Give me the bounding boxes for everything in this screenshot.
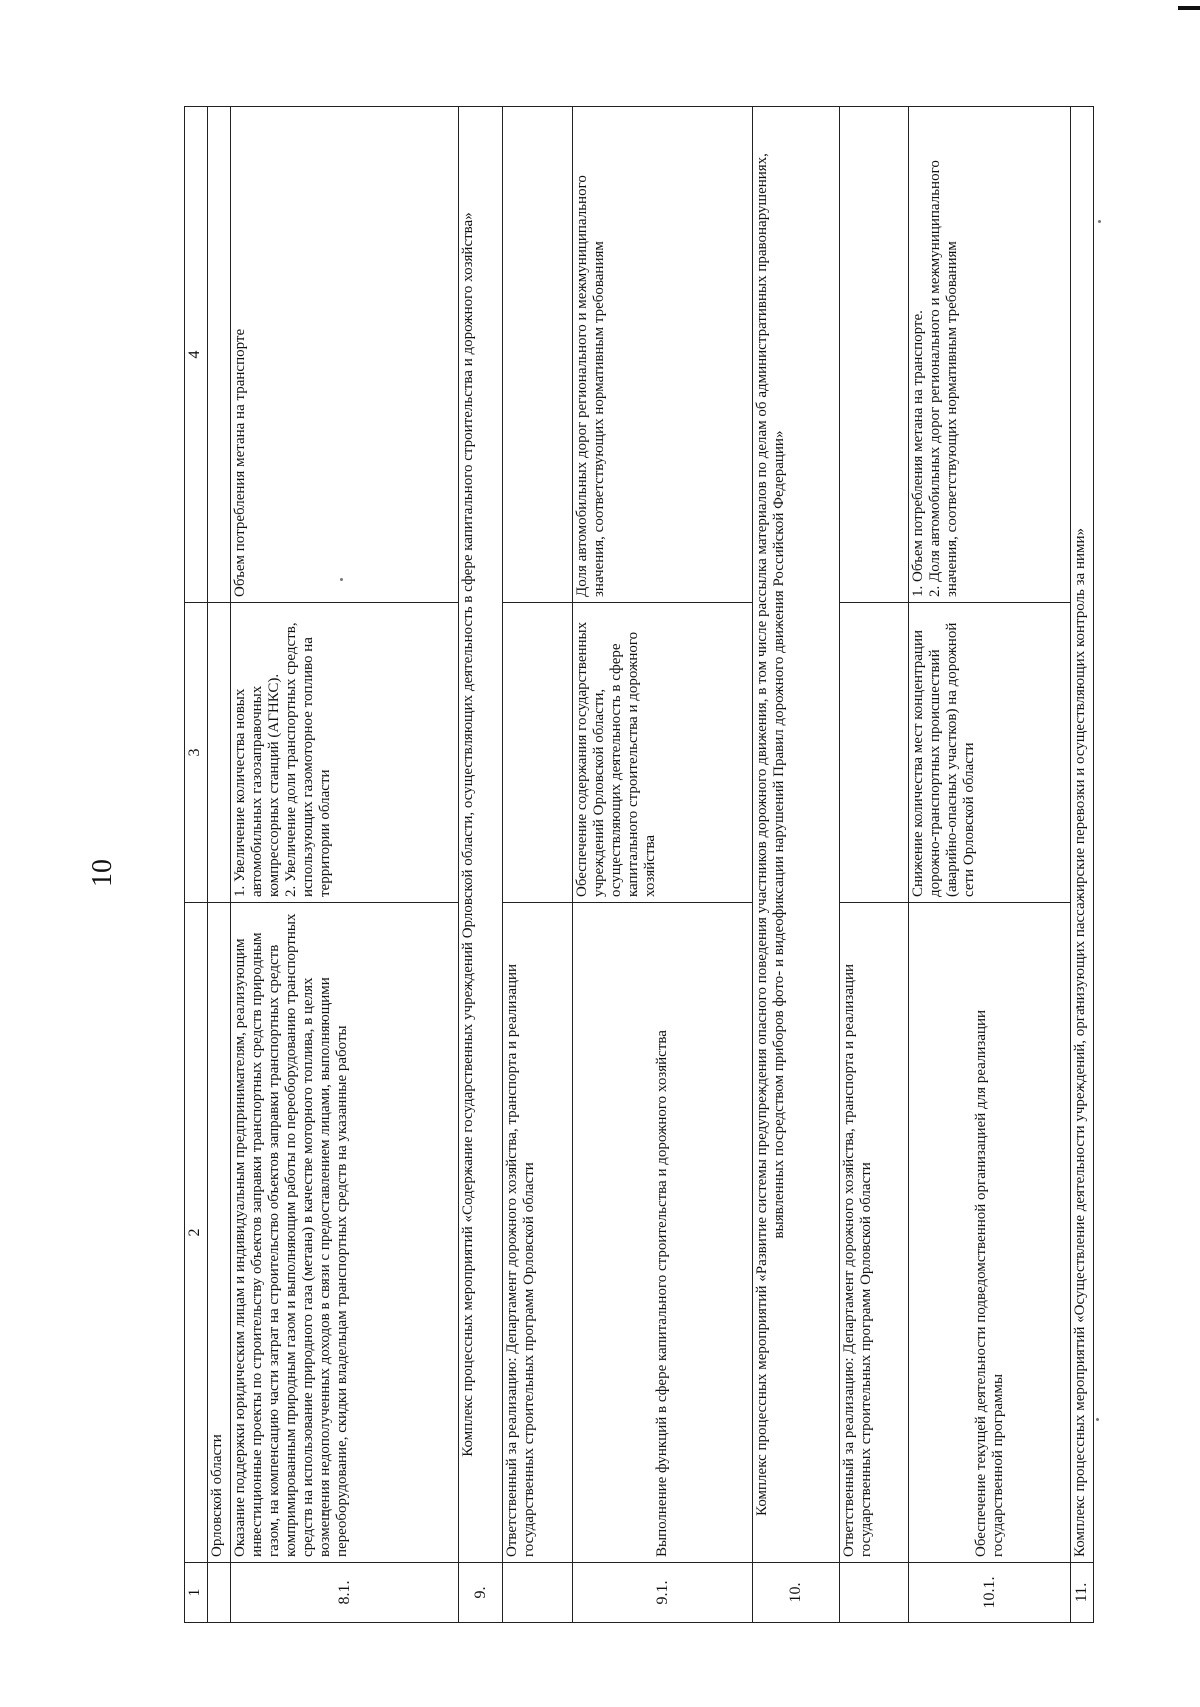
row-number: 10.: [752, 1563, 840, 1623]
indicator: Доля автомобильных дорог регионального и межмуниципального значения, соответствующих нормативным требованиям: [572, 107, 752, 603]
responsible-c4: [503, 107, 572, 603]
region-row-num: [208, 1563, 231, 1623]
row-number: 9.: [459, 1563, 503, 1623]
responsible-text: Ответственный за реализацию: Департамент дорожного хозяйства, транспорта и реализации государственных строительных программ Орловской области: [840, 903, 909, 1563]
complex-title: Комплекс процессных мероприятий «Содержание государственных учреждений Орловской области, осуществляющих деятельность в сфере капитального строительства и дорожного хозяйства»: [459, 107, 503, 1563]
row-number-empty: [503, 1563, 572, 1623]
scan-speck: [1098, 220, 1101, 223]
row-number: 8.1.: [231, 1563, 459, 1623]
measure-description: Выполнение функций в сфере капитального строительства и дорожного хозяйства: [572, 903, 752, 1563]
complex-title: Комплекс процессных мероприятий «Осуществление деятельности учреждений, организующих пассажирские перевозки и осуществляющих контроль за ними»: [1070, 107, 1093, 1563]
expected-result: 1. Увеличение количества новых автомобильных газозаправочных компрессорных станций (АГНКС). 2. Увеличение доли транспортных средств, использующих газомоторное топливо на территории области: [231, 603, 459, 903]
complex-title: Комплекс процессных мероприятий «Развитие системы предупреждения опасного поведения участников дорожного движения, в том числе рассылка материалов по делам об административных правонарушениях, выявленных посредством приборов фото- и видеофиксации нарушений Правил дорожного движения Российской Федерации»: [752, 107, 840, 1563]
header-row: [185, 107, 208, 1623]
column-header-2: 2: [185, 903, 208, 1563]
expected-result: Обеспечение содержания государственных учреждений Орловской области, осуществляющих деятельность в сфере капитального строительства и дорожного хозяйства: [572, 603, 752, 903]
table-row-9: [459, 107, 503, 1623]
region-row-text: Орловской области: [208, 903, 231, 1563]
program-table: [184, 106, 1094, 1623]
row-number-empty: [840, 1563, 909, 1623]
table-row-9-1: [572, 107, 752, 1623]
expected-result: Снижение количества мест концентрации дорожно-транспортных происшествий (аварийно-опасных участков) на дорожной сети Орловской области: [909, 603, 1071, 903]
column-header-4: 4: [185, 107, 208, 603]
column-header-3: 3: [185, 603, 208, 903]
column-header-1: 1: [185, 1563, 208, 1623]
indicator: Объем потребления метана на транспорте: [231, 107, 459, 603]
scan-speck: [1096, 1418, 1099, 1421]
region-row: [208, 107, 231, 1623]
table-row-8-1: [231, 107, 459, 1623]
program-table-wrapper: [184, 107, 1094, 1623]
measure-description: Обеспечение текущей деятельности подведомственной организацией для реализации государственной программы: [909, 903, 1071, 1563]
table-row-11: [1070, 107, 1093, 1623]
responsible-c4: [840, 107, 909, 603]
measure-description: Оказание поддержки юридическим лицам и индивидуальным предпринимателям, реализующим инвестиционные проекты по строительству объектов заправки транспортных средств природным газом, на компенсацию части затрат на строительство объектов заправки транспортных средств компримированным природным газом и выполняющим работы по переоборудованию транспортных средств на использование природного газа (метана) в качестве моторного топлива, в целях возмещения недополученных доходов в связи с предоставлением лицами, выполняющими переоборудование, скидки владельцам транспортных средств на указанные работы: [231, 903, 459, 1563]
table-row-10-responsible: [840, 107, 909, 1623]
row-number: 10.1.: [909, 1563, 1071, 1623]
indicator: 1. Объем потребления метана на транспорте. 2. Доля автомобильных дорог регионального и межмуниципального значения, соответствующих нормативным требованиям: [909, 107, 1071, 603]
row-number: 11.: [1070, 1563, 1093, 1623]
table-row-10: [752, 107, 840, 1623]
table-row-9-responsible: [503, 107, 572, 1623]
region-row-c3: [208, 603, 231, 903]
page-number: 10: [87, 859, 118, 887]
table-row-10-1: [909, 107, 1071, 1623]
responsible-c3: [503, 603, 572, 903]
responsible-text: Ответственный за реализацию: Департамент дорожного хозяйства, транспорта и реализации государственных строительных программ Орловской области: [503, 903, 572, 1563]
row-number: 9.1.: [572, 1563, 752, 1623]
scan-edge-mark: [1178, 6, 1200, 10]
region-row-c4: [208, 107, 231, 603]
responsible-c3: [840, 603, 909, 903]
